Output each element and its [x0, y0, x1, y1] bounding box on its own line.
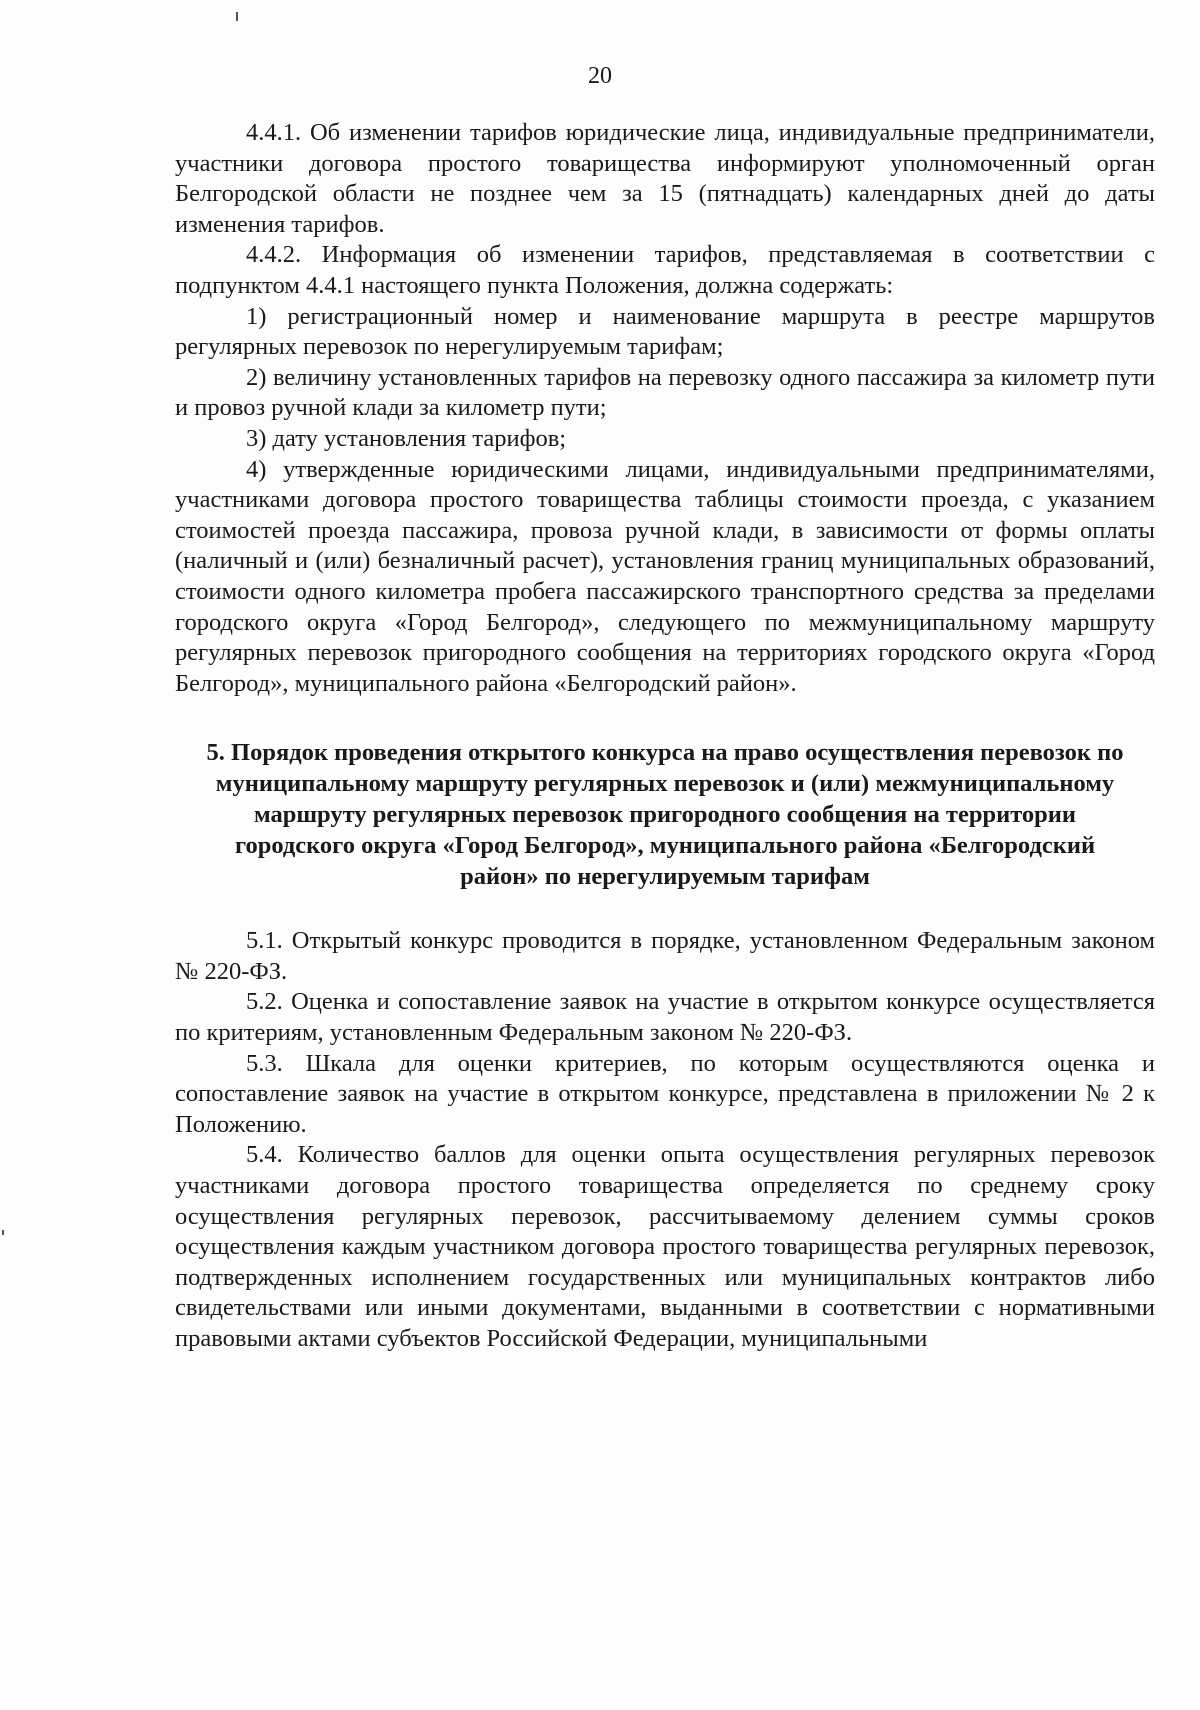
list-item-4: 4) утвержденные юридическими лицами, индивидуальными предпринимателями, участниками договора простого товарищества таблицы стоимости проезда, с указанием стоимостей проезда пассажира, провоза ручной клади, в зависимости от формы оплаты (наличный и (или) безналичный расчет), установления границ муниципальных образований, стоимости одного километра пробега пассажирского транспортного средства за пределами городского округа «Город Белгород», следующего по межмуниципальному маршруту регулярных перевозок пригородного сообщения на территориях городского округа «Город Белгород», муниципального района «Белгородский район». — [175, 455, 1155, 697]
paragraph-5-2: 5.2. Оценка и сопоставление заявок на участие в открытом конкурсе осуществляется по критериям, установленным Федеральным законом № 220-ФЗ. — [175, 988, 1155, 1047]
list-item-1: 1) регистрационный номер и наименование маршрута в реестре маршрутов регулярных перевозок по нерегулируемым тарифам; — [175, 302, 1155, 361]
paragraph-5-3: 5.3. Шкала для оценки критериев, по которым осуществляются оценка и сопоставление заявок на участие в открытом конкурсе, представлена в приложении № 2 к Положению. — [175, 1049, 1155, 1138]
paragraph-5-4: 5.4. Количество баллов для оценки опыта осуществления регулярных перевозок участниками договора простого товарищества определяется по среднему сроку осуществления регулярных перевозок, рассчитываемому делением суммы сроков осуществления каждым участником договора простого товарищества регулярных перевозок, подтвержденных исполнением государственных или муниципальных контрактов либо свидетельствами или иными документами, выданными в соответствии с нормативными правовыми актами субъектов Российской Федерации, муниципальными — [175, 1141, 1155, 1352]
paragraph-5-1: 5.1. Открытый конкурс проводится в порядке, установленном Федеральным законом № 220-ФЗ. — [175, 927, 1155, 985]
paragraph-4-4-1: 4.4.1. Об изменении тарифов юридические лица, индивидуальные предприниматели, участники договора простого товарищества информируют уполномоченный орган Белгородской области не позднее чем за 15 (пятнадцать) календарных дней до даты изменения тарифов. — [175, 119, 1155, 238]
scan-artifact-mark — [2, 1230, 4, 1235]
document-body — [175, 118, 1155, 1355]
paragraph-4-4-2: 4.4.2. Информация об изменении тарифов, представляемая в соответствии с подпунктом 4.4.1 настоящего пункта Положения, должна содержать: — [175, 241, 1155, 299]
section-5-heading: 5. Порядок проведения открытого конкурса на право осуществления перевозок по муниципальному маршруту регулярных перевозок и (или) межмуниципальному маршруту регулярных перевозок пригородного сообщения на территории городского округа «Город Белгород», муниципального района «Белгородский район» по нерегулируемым тарифам — [206, 739, 1124, 891]
page-number: 20 — [588, 63, 612, 89]
list-item-3: 3) дату установления тарифов; — [246, 424, 567, 452]
scan-artifact-mark — [236, 12, 238, 21]
list-item-2: 2) величину установленных тарифов на перевозку одного пассажира за километр пути и провоз ручной клади за километр пути; — [175, 363, 1155, 422]
